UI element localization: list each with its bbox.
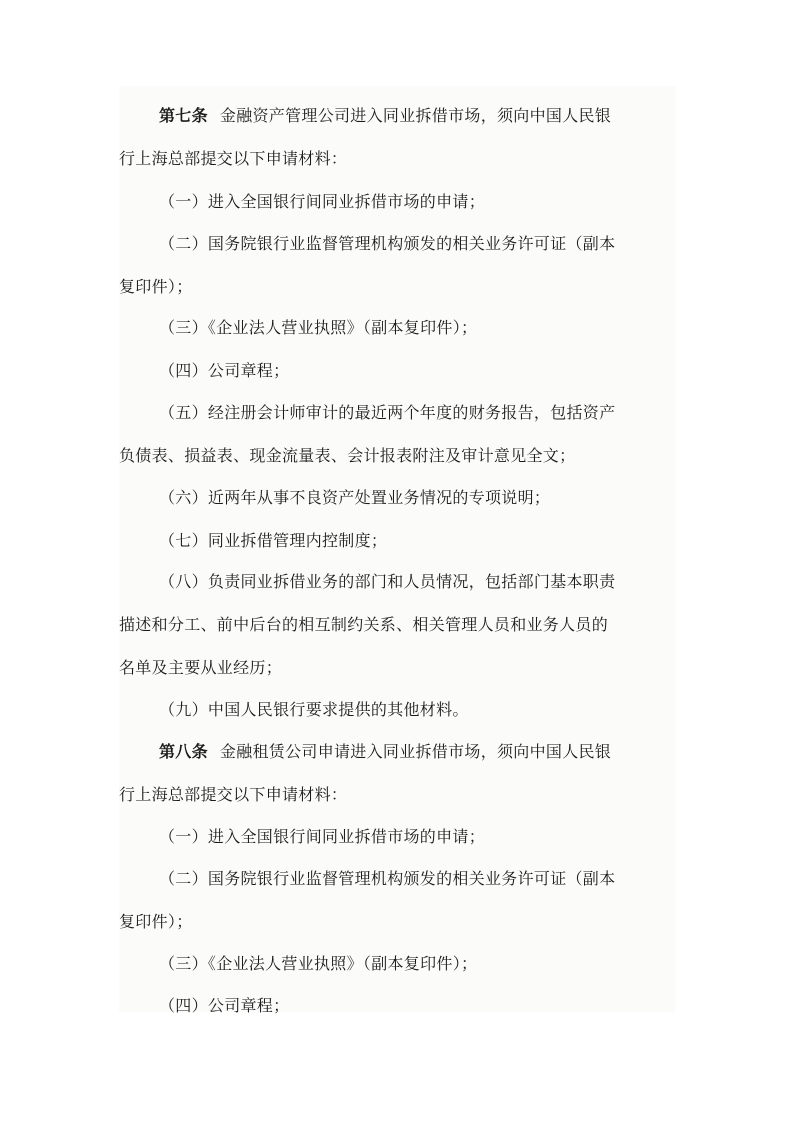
- article-7-intro-2: 行上海总部提交以下申请材料：: [119, 149, 348, 168]
- article-8-heading-line: [119, 742, 675, 762]
- article-7-item-8: （八）负责同业拆借业务的部门和人员情况，包括部门基本职责: [159, 572, 616, 591]
- article-7-item-8-cont-1: 描述和分工、前中后台的相互制约关系、相关管理人员和业务人员的: [119, 615, 609, 634]
- article-8-intro-1: 金融租赁公司申请进入同业拆借市场，须向中国人民银: [219, 742, 612, 761]
- article-7-item-5: （五）经注册会计师审计的最近两个年度的财务报告，包括资产: [159, 403, 616, 422]
- article-7-number: 第七条: [159, 106, 208, 125]
- article-8-item-3: （三）《企业法人营业执照》（副本复印件）；: [159, 954, 478, 973]
- article-8-item-1: （一）进入全国银行间同业拆借市场的申请；: [159, 827, 486, 846]
- article-7-item-2: （二）国务院银行业监督管理机构颁发的相关业务许可证（副本: [159, 234, 616, 253]
- article-7-item-2-cont: 复印件）；: [119, 277, 193, 296]
- article-7-intro-1: 金融资产管理公司进入同业拆借市场，须向中国人民银: [219, 106, 612, 125]
- article-7-item-7: （七）同业拆借管理内控制度；: [159, 531, 388, 550]
- article-8-number: 第八条: [159, 742, 208, 761]
- article-7-heading-line: [119, 106, 675, 126]
- article-8-item-2-cont: 复印件）；: [119, 912, 193, 931]
- article-7-item-5-cont: 负债表、损益表、现金流量表、会计报表附注及审计意见全文；: [119, 446, 576, 465]
- article-8-item-2: （二）国务院银行业监督管理机构颁发的相关业务许可证（副本: [159, 869, 616, 888]
- article-7-item-6: （六）近两年从事不良资产处置业务情况的专项说明；: [159, 488, 551, 507]
- article-8-intro-2: 行上海总部提交以下申请材料：: [119, 785, 348, 804]
- article-8-item-4: （四）公司章程；: [159, 996, 290, 1015]
- article-7-item-4: （四）公司章程；: [159, 361, 290, 380]
- article-7-item-8-cont-2: 名单及主要从业经历；: [119, 658, 283, 677]
- article-7-item-1: （一）进入全国银行间同业拆借市场的申请；: [159, 192, 486, 211]
- article-7-item-3: （三）《企业法人营业执照》（副本复印件）；: [159, 318, 478, 337]
- article-7-item-9: （九）中国人民银行要求提供的其他材料。: [159, 700, 469, 719]
